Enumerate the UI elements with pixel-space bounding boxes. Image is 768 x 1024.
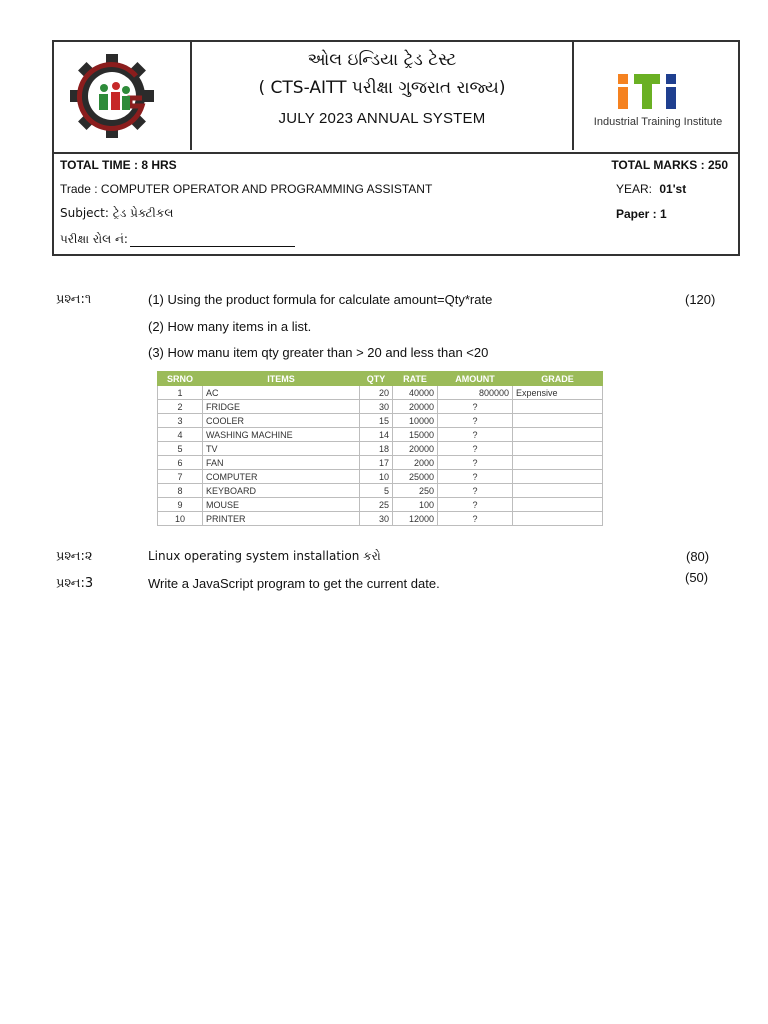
cell-rate: 2000 xyxy=(393,456,438,470)
cell-grade xyxy=(513,414,603,428)
cell-srno: 1 xyxy=(158,386,203,400)
cell-srno: 6 xyxy=(158,456,203,470)
question-2-marks: (80) xyxy=(686,549,710,564)
question-1-part-2: (2) How many items in a list. xyxy=(148,319,312,334)
cell-rate: 20000 xyxy=(393,442,438,456)
cell-srno: 7 xyxy=(158,470,203,484)
subject: Subject: ટ્રેડ પ્રેક્ટીકલ xyxy=(60,206,174,220)
cell-amount: 800000 xyxy=(438,386,513,400)
cell-grade xyxy=(513,456,603,470)
cell-qty: 18 xyxy=(360,442,393,456)
cell-amount: ? xyxy=(438,456,513,470)
cell-rate: 100 xyxy=(393,498,438,512)
cell-amount: ? xyxy=(438,442,513,456)
cell-amount: ? xyxy=(438,498,513,512)
cell-item: TV xyxy=(203,442,360,456)
table-row xyxy=(158,386,603,400)
cell-amount: ? xyxy=(438,484,513,498)
table-row xyxy=(158,428,603,442)
cell-item: PRINTER xyxy=(203,512,360,526)
question-3-text: Write a JavaScript program to get the current date. xyxy=(148,576,440,591)
cell-grade xyxy=(513,512,603,526)
cell-item: AC xyxy=(203,386,360,400)
question-2-label: પ્રશ્ન:૨ xyxy=(56,549,93,564)
exam-header xyxy=(52,40,740,256)
cell-rate: 12000 xyxy=(393,512,438,526)
cell-item: WASHING MACHINE xyxy=(203,428,360,442)
table-row xyxy=(158,456,603,470)
cell-amount: ? xyxy=(438,400,513,414)
cell-qty: 30 xyxy=(360,400,393,414)
cell-grade xyxy=(513,442,603,456)
cell-rate: 250 xyxy=(393,484,438,498)
question-2-text: Linux operating system installation કરો xyxy=(148,549,381,563)
cell-item: FRIDGE xyxy=(203,400,360,414)
cell-amount: ? xyxy=(438,512,513,526)
roll-label: પરીક્ષા રોલ નં: xyxy=(60,232,128,246)
paper: Paper : 1 xyxy=(616,207,667,221)
table-row xyxy=(158,400,603,414)
cell-grade xyxy=(513,400,603,414)
cell-srno: 9 xyxy=(158,498,203,512)
question-3-marks: (50) xyxy=(685,570,709,585)
cell-qty: 14 xyxy=(360,428,393,442)
gujarat-skills-logo xyxy=(54,42,192,150)
exam-session: JULY 2023 ANNUAL SYSTEM xyxy=(278,110,486,127)
iti-logo xyxy=(572,42,742,150)
col-grade: GRADE xyxy=(513,372,603,386)
question-1-part-1: (1) Using the product formula for calculate amount=Qty*rate xyxy=(148,292,493,307)
col-qty: QTY xyxy=(360,372,393,386)
cell-rate: 25000 xyxy=(393,470,438,484)
question-1-marks: (120) xyxy=(685,292,716,307)
cell-srno: 8 xyxy=(158,484,203,498)
cell-item: FAN xyxy=(203,456,360,470)
cell-qty: 20 xyxy=(360,386,393,400)
exam-title-gujarati: ઓલ ઇન્ડિયા ટ્રેડ ટેસ્ટ xyxy=(307,50,457,70)
col-srno: SRNO xyxy=(158,372,203,386)
cell-qty: 10 xyxy=(360,470,393,484)
question-1-part-3: (3) How manu item qty greater than > 20 and less than <20 xyxy=(148,345,489,360)
cell-grade: Expensive xyxy=(513,386,603,400)
cell-amount: ? xyxy=(438,470,513,484)
cell-rate: 40000 xyxy=(393,386,438,400)
cell-grade xyxy=(513,498,603,512)
cell-qty: 5 xyxy=(360,484,393,498)
cell-srno: 5 xyxy=(158,442,203,456)
cell-rate: 10000 xyxy=(393,414,438,428)
cell-item: KEYBOARD xyxy=(203,484,360,498)
cell-qty: 25 xyxy=(360,498,393,512)
cell-rate: 20000 xyxy=(393,400,438,414)
cell-item: MOUSE xyxy=(203,498,360,512)
table-row xyxy=(158,484,603,498)
cell-amount: ? xyxy=(438,414,513,428)
header-top-row xyxy=(54,42,738,154)
year-label: YEAR: xyxy=(616,182,653,196)
col-rate: RATE xyxy=(393,372,438,386)
year xyxy=(616,182,686,196)
cell-qty: 30 xyxy=(360,512,393,526)
total-time: TOTAL TIME : 8 HRS xyxy=(60,158,177,172)
cell-srno: 3 xyxy=(158,414,203,428)
cell-item: COMPUTER xyxy=(203,470,360,484)
cell-grade xyxy=(513,484,603,498)
cell-amount: ? xyxy=(438,428,513,442)
cell-grade xyxy=(513,428,603,442)
table-row xyxy=(158,470,603,484)
trade: Trade : COMPUTER OPERATOR AND PROGRAMMING ASSISTANT xyxy=(60,182,433,196)
cell-item: COOLER xyxy=(203,414,360,428)
col-amount: AMOUNT xyxy=(438,372,513,386)
year-value: 01'st xyxy=(659,182,687,196)
cell-srno: 2 xyxy=(158,400,203,414)
question-1-label: પ્રશ્ન:૧ xyxy=(56,292,92,307)
gear-logo-icon xyxy=(54,42,190,150)
question-3-label: પ્રશ્ન:3 xyxy=(56,576,94,591)
iti-caption: Industrial Training Institute xyxy=(593,116,723,128)
items-table xyxy=(157,371,603,526)
exam-title-block xyxy=(192,42,572,150)
total-marks: TOTAL MARKS : 250 xyxy=(611,158,728,172)
cell-rate: 15000 xyxy=(393,428,438,442)
table-row xyxy=(158,414,603,428)
roll-number-blank xyxy=(130,234,295,247)
table-row xyxy=(158,442,603,456)
iti-logo-icon xyxy=(574,42,742,150)
table-header-row xyxy=(158,372,603,386)
cell-srno: 10 xyxy=(158,512,203,526)
cell-grade xyxy=(513,470,603,484)
table-row xyxy=(158,512,603,526)
col-items: ITEMS xyxy=(203,372,360,386)
table-row xyxy=(158,498,603,512)
cell-qty: 17 xyxy=(360,456,393,470)
roll-number xyxy=(60,232,295,247)
cell-qty: 15 xyxy=(360,414,393,428)
exam-subtitle: ( CTS-AITT પરીક્ષા ગુજરાત રાજ્ય) xyxy=(258,78,506,98)
cell-srno: 4 xyxy=(158,428,203,442)
